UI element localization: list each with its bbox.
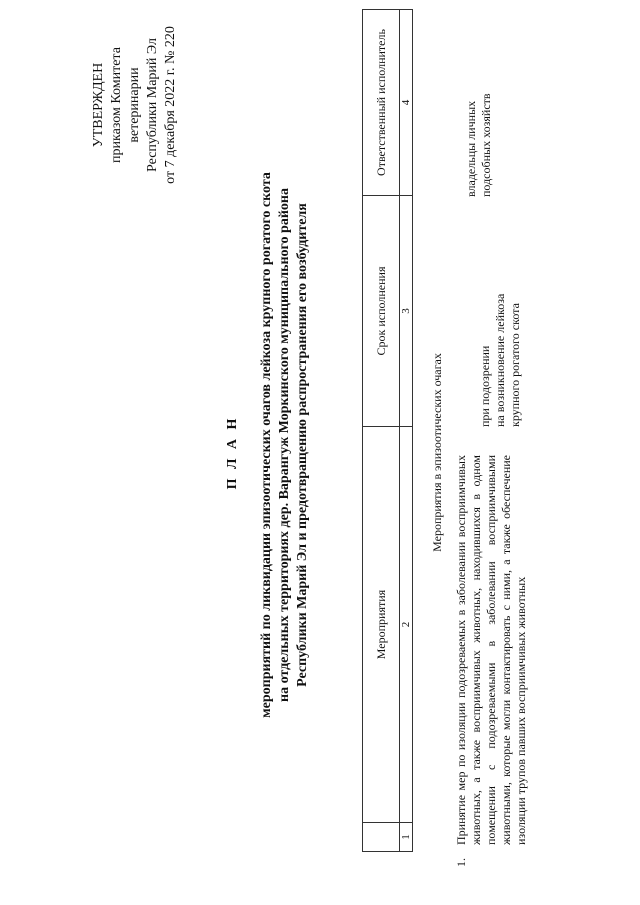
row-measure: Принятие мер по изоляции подозреваемых в заболевании восприимчивых животных, а также восприимчивых животных, находившихся в одном помещении с подозреваемыми в заболевании восприимчивыми животными, которые могли контактировать с ними, а также обеспечение изоляции трупов павших восприимчивых животных [454,455,528,845]
row-term-line-1: при подозрении [478,345,492,427]
row-term-line-3: крупного рогатого скота [508,303,522,427]
table-header-row [363,10,400,852]
column-number-4: 4 [400,10,413,196]
row-term-line-2: на возникновение лейкоза [493,293,507,427]
row-responsible-line-1: владельцы личных [464,100,478,197]
approval-line-3: Республики Марий Эл [145,38,160,172]
subtitle-line-1: мероприятий по ликвидации эпизоотических очагов лейкоза крупного рогатого скота [259,172,274,718]
header-cell-measures: Мероприятия [363,427,400,823]
approval-line-2: приказом Комитета ветеринарии [109,47,142,163]
row-number: 1. [454,858,468,867]
section-title: Мероприятия в эпизоотических очагах [430,353,444,552]
row-term [478,257,523,427]
row-responsible-line-2: подсобных хозяйств [479,93,493,197]
approval-line-1: УТВЕРЖДЕН [91,62,106,148]
header-cell-number [363,823,400,852]
column-number-3: 3 [400,196,413,427]
approval-stamp [90,25,180,185]
header-cell-responsible: Ответственный исполнитель [363,10,400,196]
column-number-2: 2 [400,427,413,823]
approval-line-4: от 7 декабря 2022 г. № 220 [163,26,178,184]
subtitle-line-3: Республики Марий Эл и предотвращению распространения его возбудителя [295,203,310,687]
column-number-1: 1 [400,823,413,852]
document-subtitle [258,85,312,805]
table-number-row [400,10,413,852]
plan-table-header [362,9,413,852]
row-responsible [464,27,494,197]
document-title: П Л А Н [225,415,240,490]
subtitle-line-2: на отдельных территориях дер. Варангуж Моркинского муниципального района [277,188,292,702]
header-cell-term: Срок исполнения [363,196,400,427]
